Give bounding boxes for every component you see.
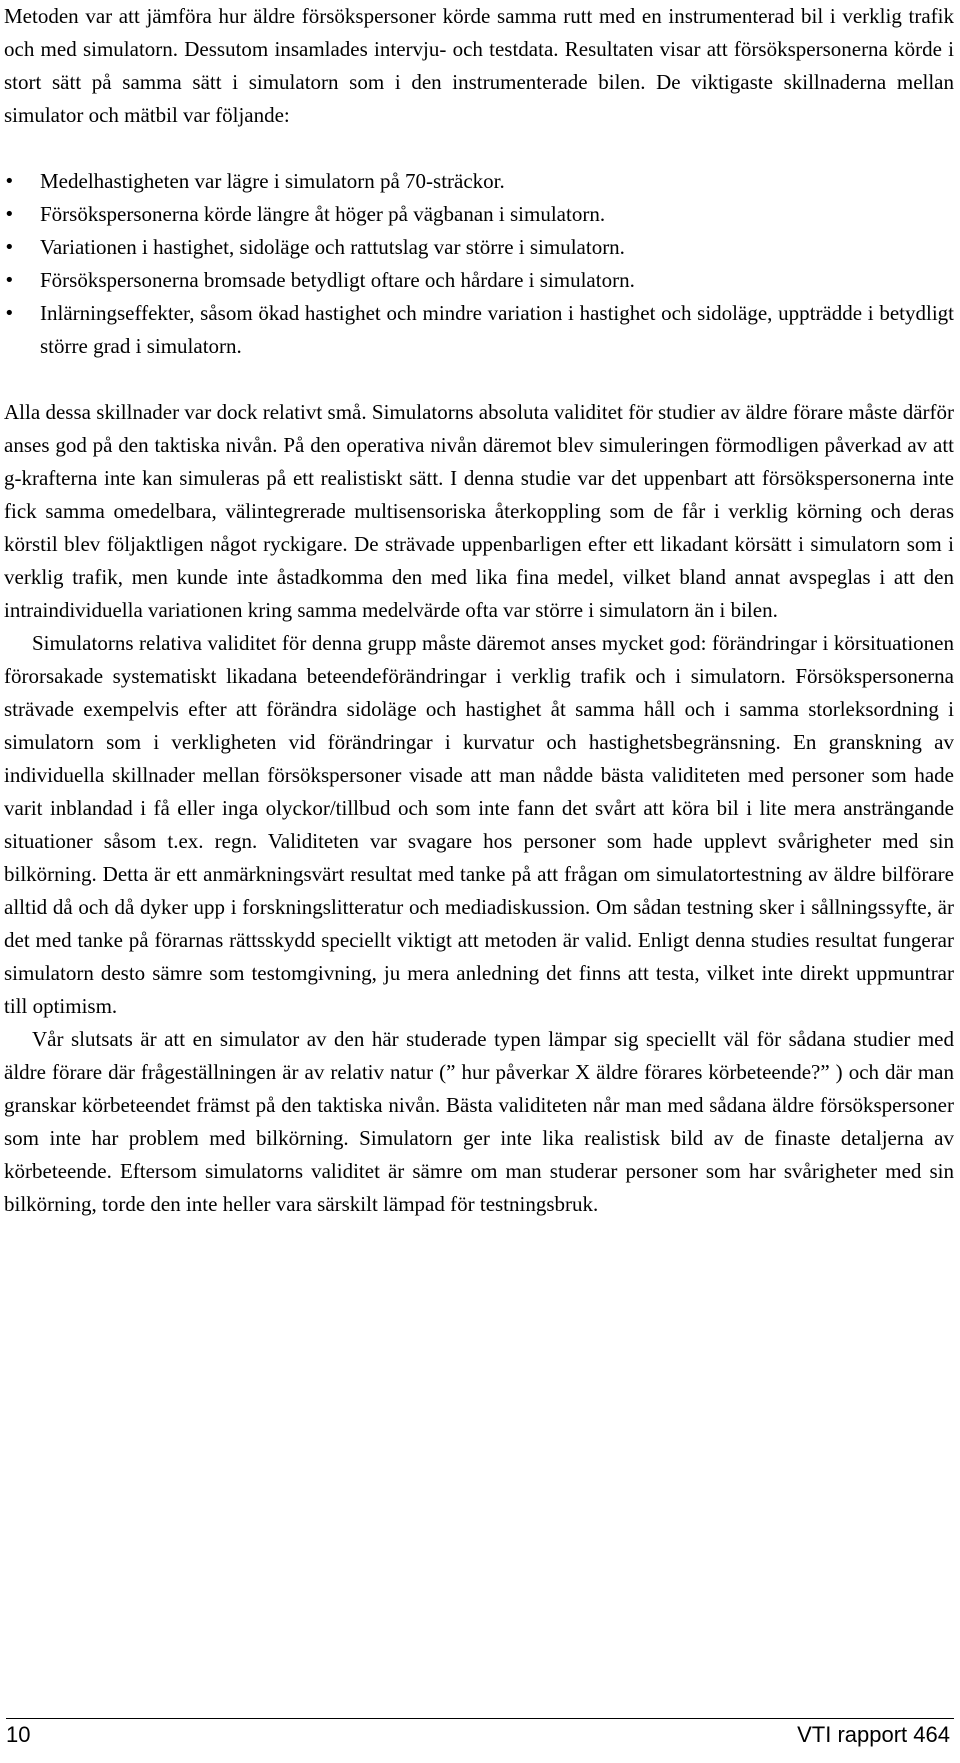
list-item-text: Försökspersonerna bromsade betydligt oftare och hårdare i simulatorn. bbox=[40, 268, 635, 292]
report-identifier: VTI rapport 464 bbox=[797, 1722, 950, 1747]
intro-paragraph: Metoden var att jämföra hur äldre försökspersoner körde samma rutt med en instrumenterad bil i verklig trafik och med simulatorn. Dessutom insamlades intervju- och testdata. Resultaten visar att försökspersonerna körde i stort sätt på samma sätt i simulatorn som i den instrumenterade bilen. De viktigaste skillnaderna mellan simulator och mätbil var följande: bbox=[4, 4, 954, 127]
list-item-text: Medelhastigheten var lägre i simulatorn på 70-sträckor. bbox=[40, 169, 505, 193]
list-item bbox=[4, 231, 954, 264]
list-item-text: Försökspersonerna körde längre åt höger på vägbanan i simulatorn. bbox=[40, 202, 606, 226]
footer-divider bbox=[6, 1718, 954, 1719]
list-item-text: Variationen i hastighet, sidoläge och rattutslag var större i simulatorn. bbox=[40, 235, 625, 259]
bullet-icon: • bbox=[4, 237, 15, 258]
page-footer bbox=[0, 1722, 960, 1752]
page-body bbox=[4, 0, 954, 1221]
body-paragraph: Simulatorns relativa validitet för denna grupp måste däremot anses mycket god: förändringar i körsituationen förorsakade systematiskt likadana beteendeförändringar i verklig trafik och i simulatorn. Försökspersonerna strävade exempelvis efter att förändra sidoläge och hastighet åt samma håll och i samma storleksordning i simulatorn som i verkligheten vid förändringar i kurvatur och hastighetsbegränsning. En granskning av individuella skillnader mellan försökspersoner visade att man nådde bästa validiteten med personer som hade varit inblandad i få eller inga olyckor/tillbud och som inte fann det svårt att köra bil i lite mera ansträngande situationer såsom t.ex. regn. Validiteten var svagare hos personer som hade upplevt svårigheter med sin bilkörning. Detta är ett anmärkningsvärt resultat med tanke på att frågan om simulatortestning av äldre bilförare alltid då och då dyker upp i forskningslitteratur och mediadiskussion. Om sådan testning sker i sållningssyfte, är det med tanke på förarnas rättsskydd speciellt viktigt att metoden är valid. Enligt denna studies resultat fungerar simulatorn desto sämre som testomgivning, ju mera anledning det finns att testa, vilket inte direkt uppmuntrar till optimism. bbox=[4, 631, 954, 1018]
list-item bbox=[4, 165, 954, 198]
list-item-text: Inlärningseffekter, såsom ökad hastighet och mindre variation i hastighet och sidoläge, uppträdde i betydligt större grad i simulatorn. bbox=[40, 301, 954, 358]
body-paragraph: Alla dessa skillnader var dock relativt små. Simulatorns absoluta validitet för studier av äldre förare måste därför anses god på den taktiska nivån. På den operativa nivån däremot blev simuleringen förmodligen påverkad av att g-krafterna inte kan simuleras på ett realistiskt sätt. I denna studie var det uppenbart att försökspersonerna inte fick samma omedelbara, välintegrerade multisensoriska återkoppling som de får i verklig körning och deras körstil blev följaktligen något ryckigare. De strävade uppenbarligen efter ett likadant körsätt i simulatorn som i verklig trafik, men kunde inte åstadkomma den med lika fina medel, vilket bland annat avspeglas i att den intraindividuella variationen kring samma medelvärde ofta var större i simulatorn än i bilen. bbox=[4, 400, 954, 622]
differences-list bbox=[4, 165, 954, 363]
bullet-icon: • bbox=[4, 303, 15, 324]
bullet-icon: • bbox=[4, 171, 15, 192]
bullet-icon: • bbox=[4, 270, 15, 291]
list-item bbox=[4, 198, 954, 231]
page-number: 10 bbox=[6, 1722, 31, 1747]
bullet-icon: • bbox=[4, 204, 15, 225]
body-paragraph: Vår slutsats är att en simulator av den här studerade typen lämpar sig speciellt väl för sådana studier med äldre förare där frågeställningen är av relativ natur (” hur påverkar X äldre förares körbeteende?” ) och där man granskar körbeteendet främst på den taktiska nivån. Bästa validiteten når man med sådana äldre försökspersoner som inte har problem med bilkörning. Simulatorn ger inte lika realistisk bild av de finaste detaljerna av körbeteende. Eftersom simulatorns validitet är sämre om man studerar personer som har svårigheter med sin bilkörning, torde den inte heller vara särskilt lämpad för testningsbruk. bbox=[4, 1027, 954, 1216]
list-item bbox=[4, 264, 954, 297]
list-item bbox=[4, 297, 954, 363]
